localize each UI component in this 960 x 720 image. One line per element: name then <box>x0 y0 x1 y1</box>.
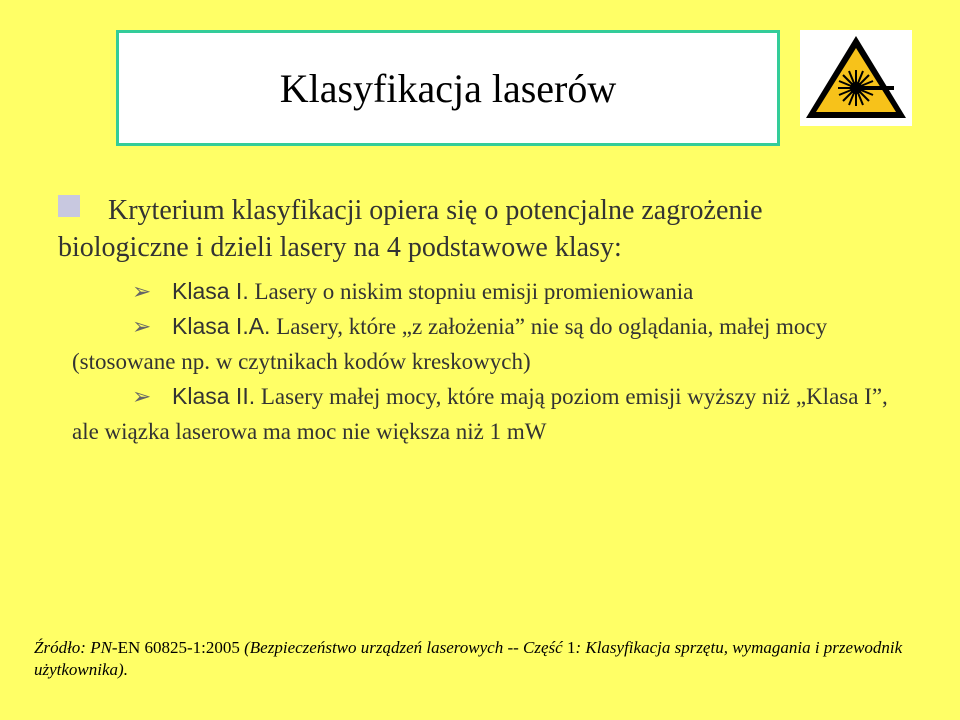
content-area <box>58 192 898 449</box>
class-label: Klasa I.A. <box>172 313 271 339</box>
arrow-bullet-icon: ➢ <box>132 384 152 409</box>
list-item <box>72 379 898 449</box>
class-description: Lasery małej mocy, które mają poziom emisji wyższy niż „Klasa I”, ale wiązka laserowa ma moc nie większa niż 1 mW <box>72 384 888 444</box>
class-description: Lasery o niskim stopniu emisji promieniowania <box>248 279 694 304</box>
source-rest: : Klasyfikacja sprzętu, wymagania i przewodnik użytkownika). <box>34 638 903 679</box>
arrow-bullet-icon: ➢ <box>132 279 152 304</box>
class-label: Klasa I. <box>172 278 249 304</box>
class-description: Lasery, które „z założenia” nie są do oglądania, małej mocy (stosowane np. w czytnikach kodów kreskowych) <box>72 314 828 374</box>
source-description: (Bezpieczeństwo urządzeń laserowych -- Część <box>239 638 567 657</box>
square-bullet-icon <box>58 195 80 217</box>
source-prefix: Źródło: PN- <box>34 638 118 657</box>
page-title: Klasyfikacja laserów <box>279 65 617 111</box>
title-box <box>116 30 780 146</box>
list-item <box>130 274 898 309</box>
arrow-bullet-icon: ➢ <box>132 314 152 339</box>
source-note <box>34 637 934 681</box>
main-text: Kryterium klasyfikacji opiera się o potencjalne zagrożenie biologiczne i dzieli lasery na 4 podstawowe klasy: <box>58 195 763 263</box>
list-item <box>72 309 898 379</box>
class-label: Klasa II. <box>172 383 256 409</box>
source-part: 1 <box>566 638 576 657</box>
laser-warning-icon <box>800 30 912 126</box>
class-list <box>58 274 898 449</box>
main-paragraph <box>58 192 898 266</box>
source-standard: EN 60825-1:2005 <box>117 638 240 657</box>
